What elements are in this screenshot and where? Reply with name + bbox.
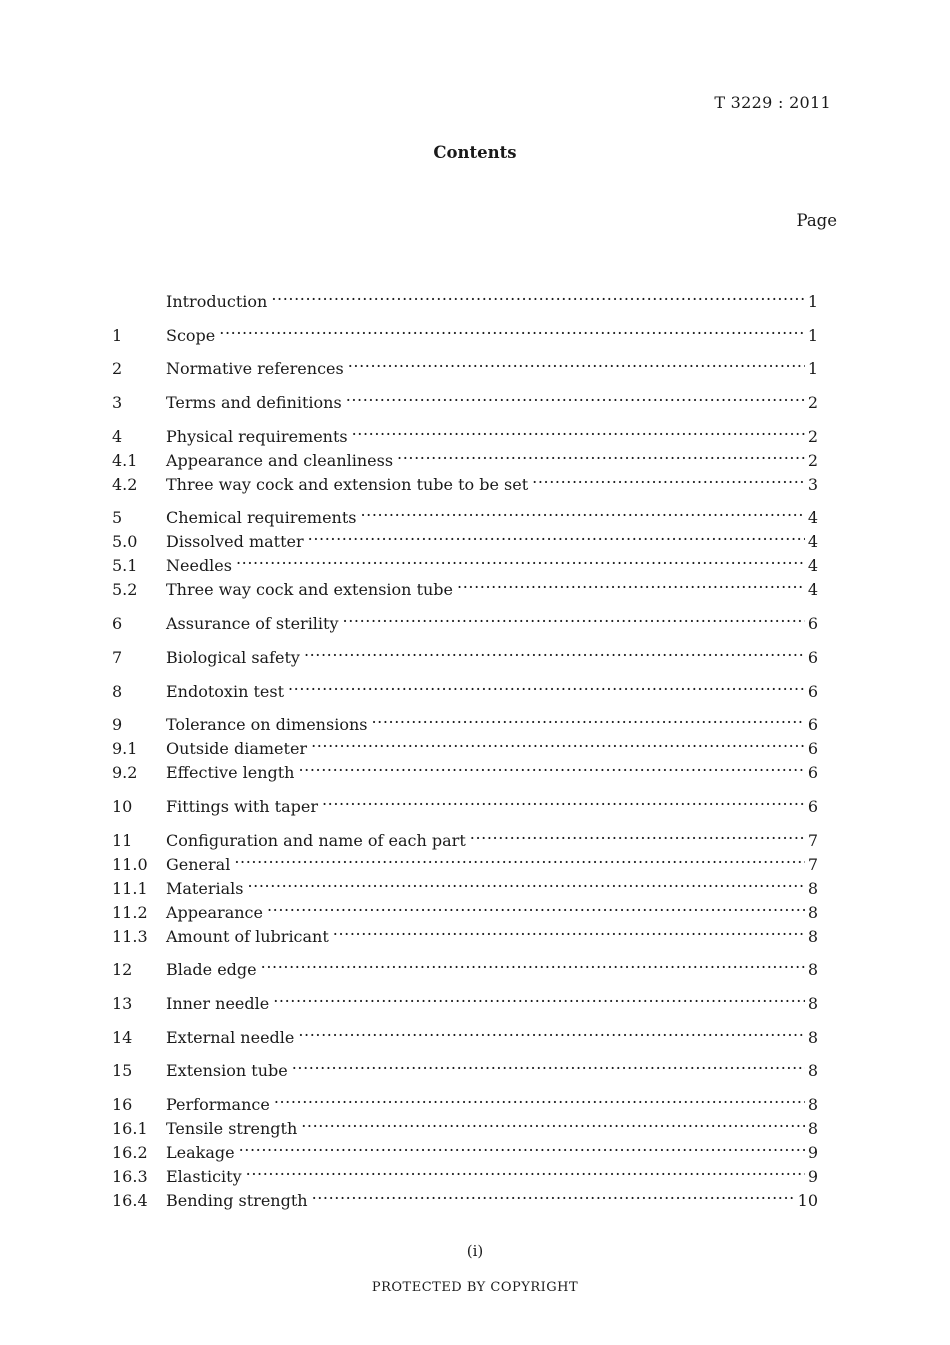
toc-entry-number: 16.3	[112, 1167, 148, 1186]
toc-group	[112, 788, 818, 816]
toc-entry-page: 6	[807, 763, 818, 783]
toc-entry-page: 10	[797, 1191, 818, 1210]
toc-entry-number: 10	[112, 796, 133, 816]
toc-entry-number: 11.3	[112, 926, 148, 946]
dot-leader	[346, 384, 805, 408]
toc-entry[interactable]	[112, 283, 818, 311]
dot-leader	[457, 571, 805, 595]
dot-leader	[292, 1052, 805, 1076]
toc-entry-number: 11	[112, 830, 133, 850]
toc-group	[112, 673, 818, 701]
toc-entry[interactable]	[112, 639, 818, 667]
toc-entry[interactable]	[112, 1019, 818, 1047]
toc-entry-page: 8	[807, 960, 818, 980]
toc-entry-title: Physical requirements	[166, 426, 348, 446]
dot-leader	[267, 894, 805, 918]
page-title: Contents	[433, 143, 517, 162]
dot-leader	[298, 1019, 804, 1043]
toc-entry-title: Fittings with taper	[166, 796, 318, 816]
toc-entry[interactable]	[112, 985, 818, 1013]
dot-leader	[343, 605, 805, 629]
toc-entry-title: Blade edge	[166, 960, 257, 980]
dot-leader	[361, 499, 805, 523]
toc-entry-number: 2	[112, 359, 123, 379]
toc-entry[interactable]	[112, 384, 818, 413]
toc-entry-number: 9.1	[112, 739, 138, 759]
toc-entry-number: 3	[112, 393, 123, 413]
toc-entry-number: 9.2	[112, 763, 138, 783]
toc-group	[112, 283, 818, 311]
toc-entry-page: 4	[807, 580, 818, 600]
toc-entry-number: 11.2	[112, 902, 148, 922]
page-column-heading: Page	[796, 211, 837, 230]
toc-group	[112, 350, 818, 379]
toc-entry-number: 12	[112, 960, 133, 980]
toc-entry-page: 2	[807, 426, 818, 446]
toc-entry-title: Inner needle	[166, 993, 270, 1013]
toc-entry-page: 6	[807, 614, 818, 634]
toc-entry-page: 4	[807, 532, 818, 552]
toc-entry-title: Three way cock and extension tube	[166, 580, 454, 600]
toc-entry-page: 4	[807, 508, 818, 528]
toc-entry-number: 5.2	[112, 580, 138, 600]
toc-entry-number: 16.4	[112, 1191, 148, 1210]
toc-entry-title: Chemical requirements	[166, 508, 357, 528]
toc-group	[112, 1052, 818, 1081]
toc-entry-number: 7	[112, 647, 123, 667]
toc-entry-page: 3	[807, 474, 818, 494]
toc-entry-page: 8	[807, 926, 818, 946]
toc-entry-page: 6	[807, 715, 818, 735]
footer-page-number: (i)	[466, 1242, 484, 1260]
footer-copyright: PROTECTED BY COPYRIGHT	[371, 1280, 579, 1295]
toc-entry[interactable]	[112, 1052, 818, 1081]
toc-group	[112, 1019, 818, 1047]
toc-entry-page: 8	[807, 902, 818, 922]
dot-leader	[274, 1086, 805, 1110]
dot-leader	[397, 442, 805, 466]
toc-entry-title: Bending strength	[166, 1191, 308, 1210]
toc-entry-title: Assurance of sterility	[166, 614, 339, 634]
toc-entry-title: Terms and definitions	[166, 393, 342, 413]
toc-entry-title: Dissolved matter	[166, 532, 304, 552]
toc-entry-title: Appearance and cleanliness	[166, 450, 394, 470]
toc-entry-title: Tolerance on dimensions	[166, 715, 368, 735]
document-id: T 3229 : 2011	[714, 93, 831, 112]
toc-entry-title: Amount of lubricant	[166, 926, 329, 946]
toc-entry-title: Normative references	[166, 359, 344, 379]
toc-entry-page: 1	[807, 359, 818, 379]
dot-leader	[371, 706, 804, 730]
dot-leader	[322, 788, 805, 812]
dot-leader	[234, 846, 804, 870]
dot-leader	[219, 317, 805, 341]
toc-entry[interactable]	[112, 317, 818, 345]
toc-entry-page: 8	[807, 1095, 818, 1114]
dot-leader	[348, 350, 805, 374]
toc-entry-page: 8	[807, 1027, 818, 1047]
toc-entry-page: 6	[807, 681, 818, 701]
dot-leader	[298, 754, 804, 778]
toc-entry-number: 16.2	[112, 1143, 148, 1162]
toc-entry-title: Effective length	[166, 763, 295, 783]
toc-entry[interactable]	[112, 951, 818, 980]
toc-entry-title: Scope	[166, 325, 216, 345]
toc-entry[interactable]	[112, 605, 818, 634]
toc-entry-title: Needles	[166, 556, 232, 576]
dot-leader	[246, 1158, 805, 1182]
toc-group	[112, 499, 818, 600]
toc-entry-page: 8	[807, 878, 818, 898]
toc-entry-title: General	[166, 854, 231, 874]
toc-entry-number: 13	[112, 993, 133, 1013]
toc-entry[interactable]	[112, 499, 818, 528]
toc-entry[interactable]	[112, 350, 818, 379]
dot-leader	[271, 283, 804, 307]
toc-entry-title: Leakage	[166, 1143, 235, 1162]
toc-entry-page: 6	[807, 796, 818, 816]
toc-group	[112, 1086, 818, 1210]
toc-group	[112, 317, 818, 345]
toc-entry-title: Biological safety	[166, 647, 300, 667]
toc-entry-number: 1	[112, 325, 123, 345]
toc-entry-page: 4	[807, 556, 818, 576]
toc-entry-title: Endotoxin test	[166, 681, 284, 701]
toc-entry-number: 5.1	[112, 556, 138, 576]
toc-group	[112, 822, 818, 946]
toc-group	[112, 418, 818, 494]
dot-leader	[304, 639, 805, 663]
toc-entry-page: 9	[807, 1167, 818, 1186]
toc-entry-title: Extension tube	[166, 1061, 288, 1081]
toc-entry-number: 11.0	[112, 854, 148, 874]
dot-leader	[470, 822, 805, 846]
toc-entry-title: Appearance	[166, 902, 263, 922]
toc-entry-page: 8	[807, 1119, 818, 1138]
toc-entry-page: 7	[807, 830, 818, 850]
toc-entry-number: 5	[112, 508, 123, 528]
toc-entry-page: 7	[807, 854, 818, 874]
toc-group	[112, 706, 818, 783]
dot-leader	[352, 418, 805, 442]
toc-entry-page: 6	[807, 739, 818, 759]
toc-entry-title: Configuration and name of each part	[166, 830, 466, 850]
toc-group	[112, 384, 818, 413]
toc-entry-title: External needle	[166, 1027, 295, 1047]
dot-leader	[532, 466, 805, 490]
toc-entry-number: 5.0	[112, 532, 138, 552]
toc-entry-title: Introduction	[166, 292, 268, 311]
toc-entry-number: 8	[112, 681, 123, 701]
toc-entry-title: Tensile strength	[166, 1119, 298, 1138]
dot-leader	[261, 951, 805, 975]
dot-leader	[312, 1182, 795, 1206]
toc-group	[112, 639, 818, 667]
toc-entry-page: 9	[807, 1143, 818, 1162]
toc-entry-number: 6	[112, 614, 123, 634]
toc-entry[interactable]	[112, 706, 818, 735]
toc-entry-title: Outside diameter	[166, 739, 308, 759]
toc-entry-number: 16.1	[112, 1119, 148, 1138]
toc-entry-title: Elasticity	[166, 1167, 242, 1186]
dot-leader	[239, 1134, 805, 1158]
toc-entry-number: 9	[112, 715, 123, 735]
toc-group	[112, 951, 818, 980]
table-of-contents	[112, 283, 818, 1216]
toc-group	[112, 985, 818, 1013]
toc-entry[interactable]	[112, 788, 818, 816]
dot-leader	[273, 985, 805, 1009]
dot-leader	[333, 918, 805, 942]
toc-entry-title: Performance	[166, 1095, 270, 1114]
toc-entry-page: 2	[807, 450, 818, 470]
toc-entry-title: Materials	[166, 878, 244, 898]
toc-entry[interactable]	[112, 1086, 818, 1114]
toc-entry-number: 4.2	[112, 474, 138, 494]
toc-entry-number: 11.1	[112, 878, 148, 898]
toc-entry-number: 4.1	[112, 450, 138, 470]
toc-entry-page: 2	[807, 393, 818, 413]
toc-entry-page: 1	[807, 292, 818, 311]
toc-entry-page: 6	[807, 647, 818, 667]
dot-leader	[308, 523, 805, 547]
toc-entry[interactable]	[112, 673, 818, 701]
toc-entry[interactable]	[112, 822, 818, 850]
toc-entry-number: 14	[112, 1027, 133, 1047]
toc-entry-page: 1	[807, 325, 818, 345]
toc-entry-number: 16	[112, 1095, 133, 1114]
toc-entry-page: 8	[807, 1061, 818, 1081]
dot-leader	[311, 730, 805, 754]
dot-leader	[288, 673, 805, 697]
toc-entry-page: 8	[807, 993, 818, 1013]
toc-entry-number: 4	[112, 426, 123, 446]
dot-leader	[247, 870, 804, 894]
toc-group	[112, 605, 818, 634]
toc-entry-number: 15	[112, 1061, 133, 1081]
dot-leader	[301, 1110, 805, 1134]
toc-entry[interactable]	[112, 418, 818, 446]
dot-leader	[236, 547, 805, 571]
toc-entry-title: Three way cock and extension tube to be set	[166, 474, 529, 494]
